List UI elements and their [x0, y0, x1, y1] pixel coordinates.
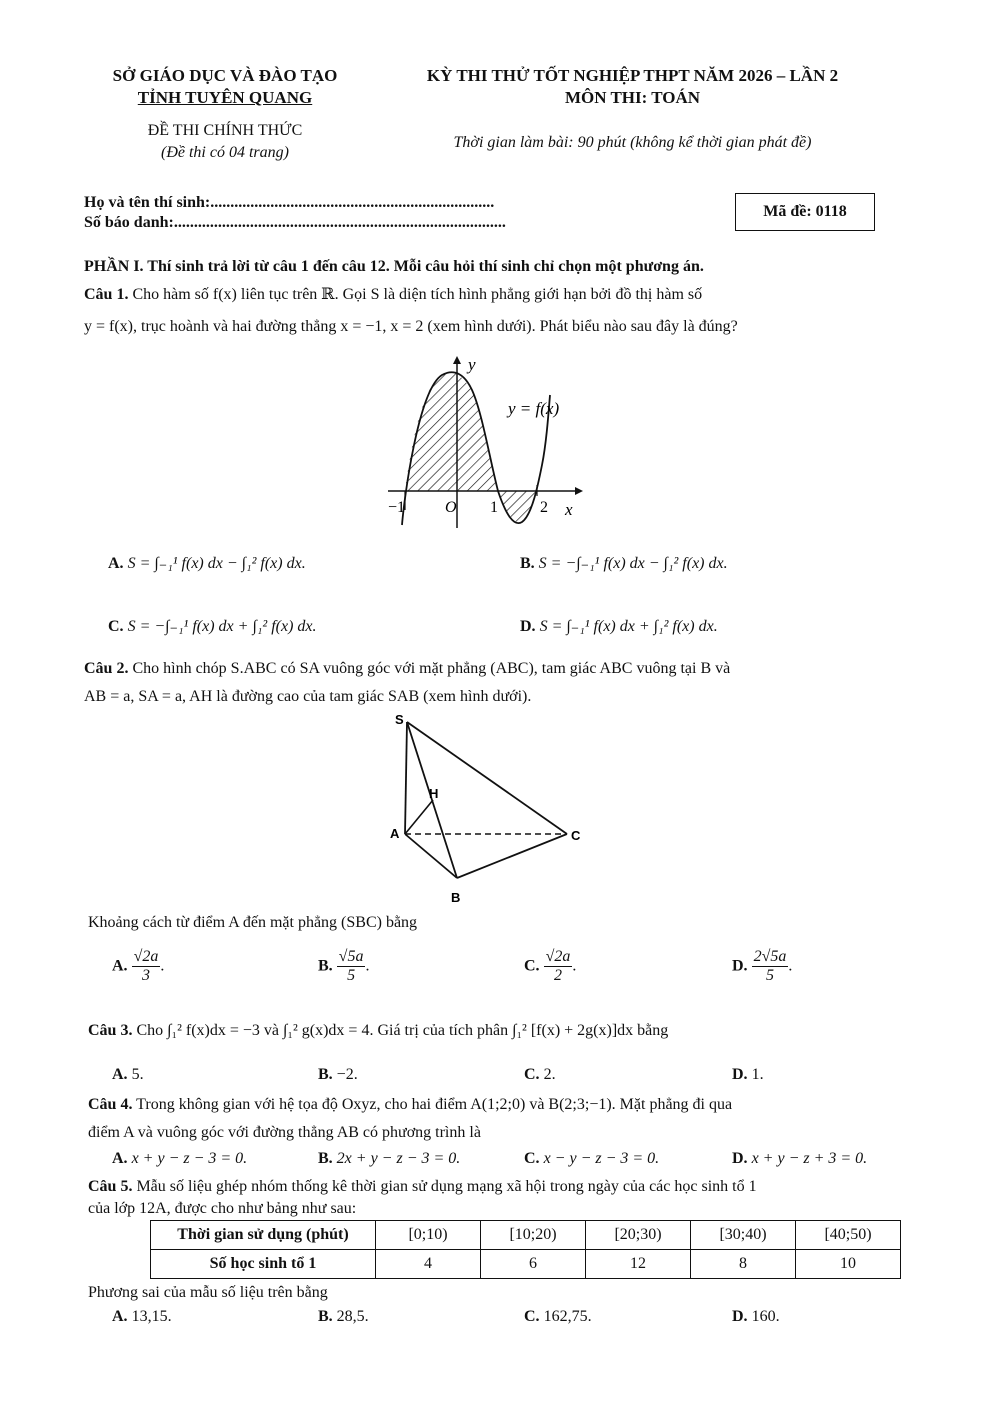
q4-option-a[interactable]: [112, 1150, 247, 1168]
option-text: S = −∫₋₁¹ f(x) dx − ∫₁² f(x) dx.: [538, 555, 728, 572]
q5-data-table: [150, 1220, 901, 1279]
table-header-cell: [0;10): [376, 1221, 481, 1250]
vertex-S-label: S: [395, 712, 404, 727]
option-fraction: $\frac{√2a}{2}$: [545, 948, 571, 985]
part1-intro: PHẦN I. Thí sinh trả lời từ câu 1 đến câu 12. Mỗi câu hỏi thí sinh chỉ chọn một phương án.: [84, 258, 704, 275]
q2-option-b[interactable]: B. $\frac{√5a}{5}$ .: [318, 948, 370, 985]
function-label: y = f(x): [508, 399, 560, 418]
q1-option-a[interactable]: [108, 553, 306, 573]
option-letter: D.: [732, 957, 748, 975]
option-letter: C.: [524, 1066, 540, 1083]
q3-option-c[interactable]: [524, 1066, 556, 1084]
table-cell: 10: [796, 1250, 901, 1279]
table-header-cell: [40;50): [796, 1221, 901, 1250]
q3-option-b[interactable]: [318, 1066, 358, 1084]
option-letter: D.: [732, 1150, 748, 1167]
q4-option-d[interactable]: [732, 1150, 867, 1168]
q5-line2: của lớp 12A, được cho như bảng như sau:: [88, 1200, 357, 1217]
option-fraction: $\frac{√5a}{5}$: [338, 948, 364, 985]
official-label: ĐỀ THI CHÍNH THỨC: [147, 122, 303, 139]
exam-time: Thời gian làm bài: 90 phút (không kể thời gian phát đề): [453, 134, 812, 151]
q2-option-d[interactable]: D. $\frac{2√5a}{5}$ .: [732, 948, 793, 985]
option-text: 2.: [543, 1066, 556, 1083]
table-row: [151, 1221, 901, 1250]
q1-option-b[interactable]: [520, 553, 728, 573]
q2-ask: Khoảng cách từ điểm A đến mặt phẳng (SBC) bằng: [88, 914, 418, 931]
q2-label: Câu 2.: [84, 660, 129, 677]
option-text: 1.: [751, 1066, 764, 1083]
q4-option-c[interactable]: [524, 1150, 659, 1168]
option-text: x − y − z − 3 = 0.: [543, 1150, 660, 1167]
edge-BC: [457, 834, 567, 878]
option-text: S = ∫₋₁¹ f(x) dx + ∫₁² f(x) dx.: [539, 618, 718, 635]
q5-label: Câu 5.: [88, 1178, 133, 1195]
q1-label: Câu 1.: [84, 286, 129, 303]
q1-text1: Cho hàm số f(x) liên tục trên ℝ. Gọi S là diện tích hình phẳng giới hạn bởi đồ thị hàm số: [132, 286, 703, 303]
dept-line2: TỈNH TUYÊN QUANG: [137, 88, 313, 107]
table-row: [151, 1250, 901, 1279]
option-letter: C.: [108, 618, 124, 635]
q2-pyramid-figure: [385, 710, 595, 910]
tick-label-minus1: −1: [388, 499, 406, 516]
tick-label-1: 1: [490, 499, 498, 516]
table-row-header: Số học sinh tổ 1: [151, 1250, 376, 1279]
option-text: 160.: [751, 1308, 780, 1325]
vertex-B-label: B: [451, 890, 461, 905]
option-text: x + y − z − 3 = 0.: [131, 1150, 248, 1167]
q5-option-a[interactable]: [112, 1308, 172, 1326]
edge-SA: [405, 722, 407, 834]
option-letter: A.: [112, 1308, 128, 1325]
option-text: 13,15.: [131, 1308, 172, 1325]
q5-ask: Phương sai của mẫu số liệu trên bằng: [88, 1284, 328, 1301]
q5-option-b[interactable]: [318, 1308, 369, 1326]
option-text: −2.: [336, 1066, 358, 1083]
q5-text1: Mẫu số liệu ghép nhóm thống kê thời gian sử dụng mạng xã hội trong ngày của các học sinh tổ 1: [136, 1178, 757, 1195]
x-axis-label: x: [565, 500, 573, 519]
tick-label-2: 2: [540, 499, 548, 516]
vertex-A-label: A: [390, 826, 400, 841]
q3-line: [88, 1022, 668, 1040]
option-letter: A.: [112, 1066, 128, 1083]
q4-line1: [88, 1096, 732, 1114]
option-letter: C.: [524, 1308, 540, 1325]
q2-option-a[interactable]: A. $\frac{√2a}{3}$ .: [112, 948, 165, 985]
table-cell: 4: [376, 1250, 481, 1279]
exam-code-box: Mã đề: 0118: [735, 193, 875, 231]
table-header-cell: [20;30): [586, 1221, 691, 1250]
altitude-AH: [405, 800, 433, 834]
edge-SC: [407, 722, 567, 834]
pages-note: (Đề thi có 04 trang): [161, 144, 289, 161]
option-letter: B.: [520, 555, 535, 572]
q4-text1: Trong không gian với hệ tọa độ Oxyz, cho hai điểm A(1;2;0) và B(2;3;−1). Mặt phẳng đi qua: [136, 1096, 733, 1113]
table-header-cell: Thời gian sử dụng (phút): [151, 1221, 376, 1250]
option-text: S = ∫₋₁¹ f(x) dx − ∫₁² f(x) dx.: [127, 555, 306, 572]
candidate-name-field: Họ và tên thí sinh:.......................................................................: [84, 194, 495, 211]
table-cell: 8: [691, 1250, 796, 1279]
option-letter: B.: [318, 1066, 333, 1083]
candidate-id-field: Số báo danh:...................................................................................: [84, 214, 506, 231]
option-letter: A.: [112, 1150, 128, 1167]
q3-option-a[interactable]: [112, 1066, 144, 1084]
q1-graph: [380, 350, 600, 535]
option-letter: D.: [520, 618, 536, 635]
option-text: 162,75.: [543, 1308, 592, 1325]
q5-option-c[interactable]: [524, 1308, 592, 1326]
x-axis-arrow: [575, 487, 583, 495]
option-text: 28,5.: [336, 1308, 369, 1325]
option-letter: B.: [318, 1308, 333, 1325]
q1-option-c[interactable]: [108, 616, 317, 636]
q2-text1: Cho hình chóp S.ABC có SA vuông góc với mặt phẳng (ABC), tam giác ABC vuông tại B và: [132, 660, 731, 677]
option-letter: B.: [318, 957, 333, 975]
q3-text: Cho ∫₁² f(x)dx = −3 và ∫₁² g(x)dx = 4. Giá trị của tích phân ∫₁² [f(x) + 2g(x)]dx bằng: [136, 1022, 669, 1039]
vertex-C-label: C: [571, 828, 581, 843]
q2-line2: AB = a, SA = a, AH là đường cao của tam giác SAB (xem hình dưới).: [84, 688, 532, 705]
q4-label: Câu 4.: [88, 1096, 133, 1113]
origin-label: O: [445, 499, 457, 516]
q5-option-d[interactable]: [732, 1308, 780, 1326]
option-letter: C.: [524, 957, 540, 975]
table-header-cell: [10;20): [481, 1221, 586, 1250]
dept-line1: SỞ GIÁO DỤC VÀ ĐÀO TẠO: [112, 66, 338, 85]
q4-option-b[interactable]: [318, 1150, 460, 1168]
y-axis-label: y: [468, 355, 476, 374]
subject-title: MÔN THI: TOÁN: [564, 88, 701, 107]
table-cell: 6: [481, 1250, 586, 1279]
table-header-cell: [30;40): [691, 1221, 796, 1250]
q1-line2: y = f(x), trục hoành và hai đường thẳng x = −1, x = 2 (xem hình dưới). Phát biểu nào sau đây là đúng?: [84, 318, 738, 335]
option-text: x + y − z + 3 = 0.: [751, 1150, 868, 1167]
option-letter: D.: [732, 1308, 748, 1325]
q3-label: Câu 3.: [88, 1022, 133, 1039]
option-text: S = −∫₋₁¹ f(x) dx + ∫₁² f(x) dx.: [127, 618, 317, 635]
q2-line1: [84, 660, 730, 678]
option-text: 5.: [131, 1066, 144, 1083]
exam-title: KỲ THI THỬ TỐT NGHIỆP THPT NĂM 2026 – LẦN 2: [426, 66, 839, 85]
option-text: 2x + y − z − 3 = 0.: [336, 1150, 461, 1167]
q5-line1: [88, 1178, 757, 1196]
option-fraction: $\frac{2√5a}{5}$: [753, 948, 787, 985]
vertex-H-label: H: [429, 786, 439, 801]
q1-option-d[interactable]: [520, 616, 718, 636]
q4-line2: điểm A và vuông góc với đường thẳng AB có phương trình là: [88, 1124, 481, 1141]
option-letter: B.: [318, 1150, 333, 1167]
q1-line1: [84, 284, 702, 304]
option-fraction: $\frac{√2a}{3}$: [133, 948, 159, 985]
option-letter: D.: [732, 1066, 748, 1083]
q3-option-d[interactable]: [732, 1066, 764, 1084]
option-letter: A.: [112, 957, 128, 975]
option-letter: C.: [524, 1150, 540, 1167]
q2-option-c[interactable]: C. $\frac{√2a}{2}$ .: [524, 948, 577, 985]
option-letter: A.: [108, 555, 124, 572]
table-cell: 12: [586, 1250, 691, 1279]
y-axis-arrow: [453, 356, 461, 364]
